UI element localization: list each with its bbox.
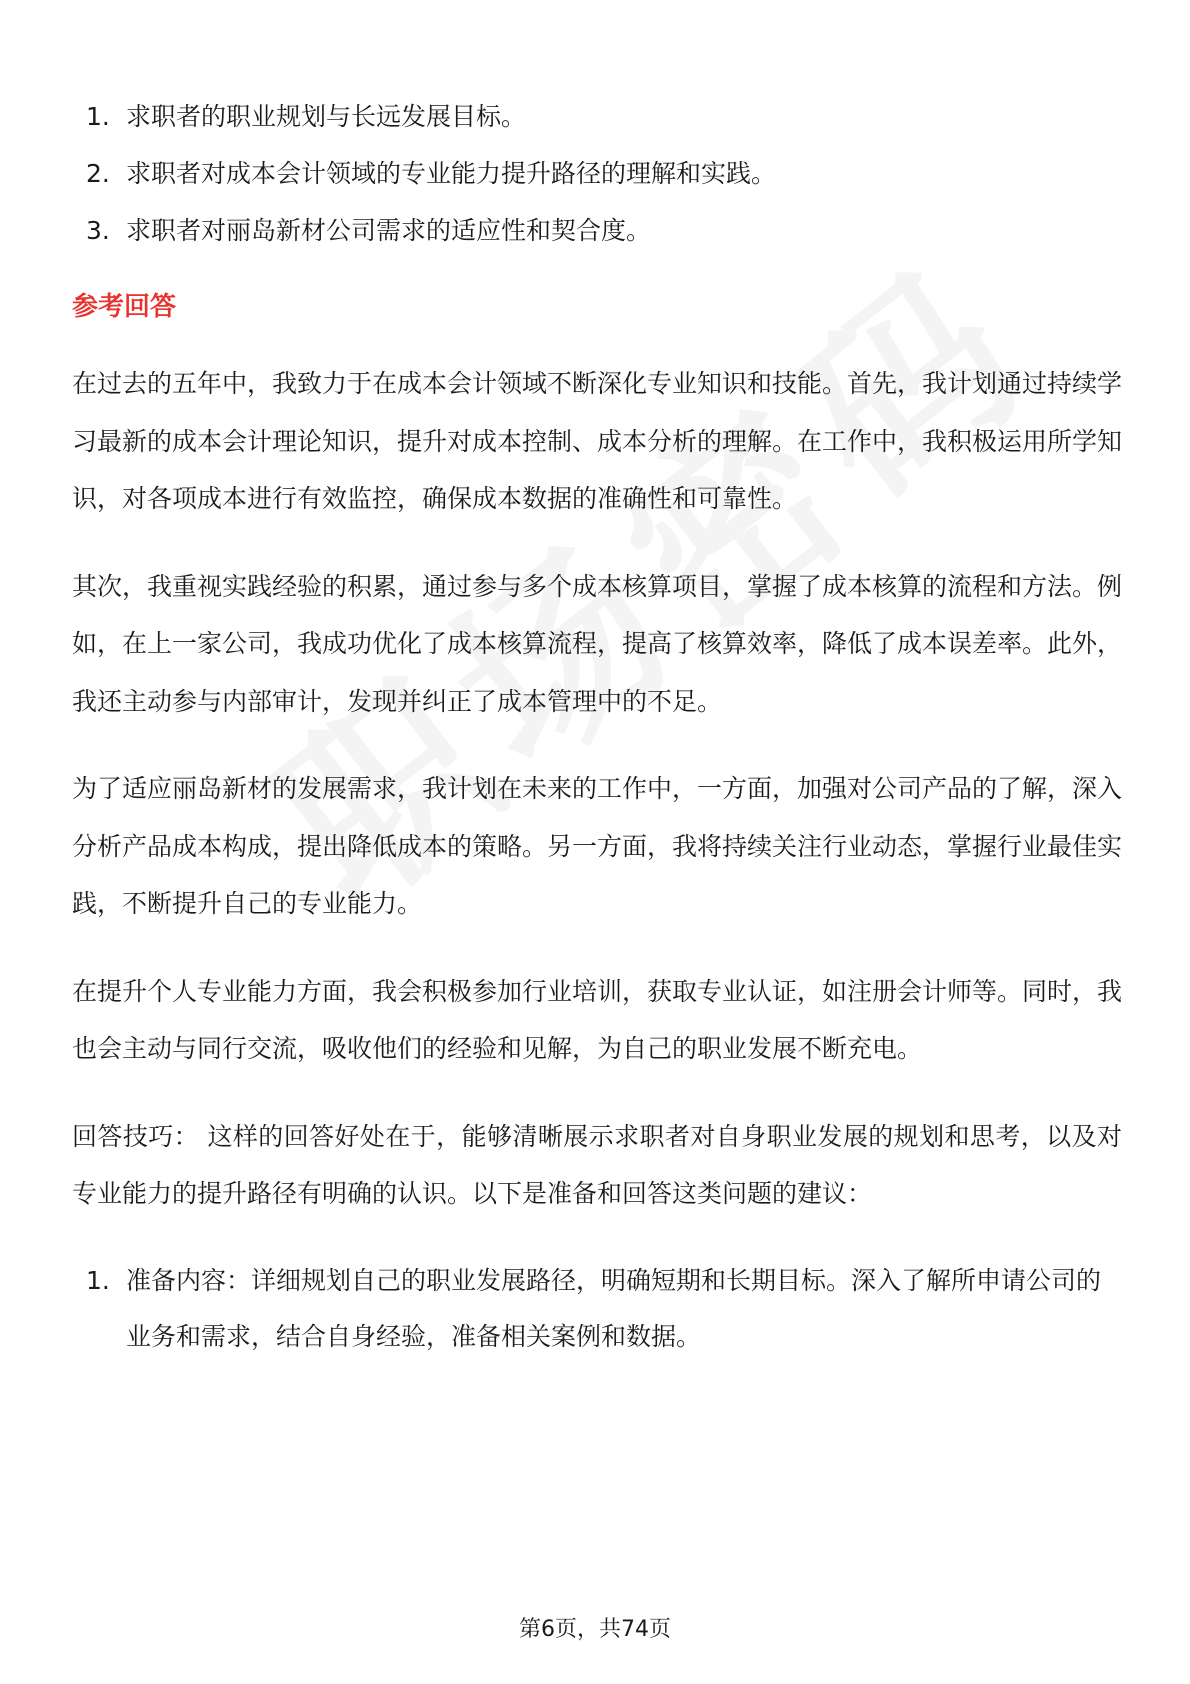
page-number-footer: 第6页，共74页 xyxy=(519,1617,671,1642)
list-number: 2. xyxy=(86,159,110,188)
list-item xyxy=(72,1253,1122,1365)
question-points-list xyxy=(72,88,1122,259)
paragraph: 在提升个人专业能力方面，我会积极参加行业培训，获取专业认证，如注册会计师等。同时，我也会主动与同行交流，吸收他们的经验和见解，为自己的职业发展不断充电。 xyxy=(72,976,1123,1063)
tips-list xyxy=(72,1253,1122,1365)
list-item-text: 求职者的职业规划与长远发展目标。 xyxy=(126,102,527,131)
list-item xyxy=(72,202,1122,259)
list-item-text: 准备内容：详细规划自己的职业发展路径，明确短期和长期目标。深入了解所申请公司的业务和需求，结合自身经验，准备相关案例和数据。 xyxy=(126,1265,1102,1351)
paragraph: 为了适应丽岛新材的发展需求，我计划在未来的工作中，一方面，加强对公司产品的了解，深入分析产品成本构成，提出降低成本的策略。另一方面，我将持续关注行业动态，掌握行业最佳实践，不断提升自己的专业能力。 xyxy=(72,774,1123,918)
page-content xyxy=(72,88,1122,1365)
section-heading: 参考回答 xyxy=(72,292,177,322)
paragraph: 其次，我重视实践经验的积累，通过参与多个成本核算项目，掌握了成本核算的流程和方法。例如，在上一家公司，我成功优化了成本核算流程，提高了核算效率，降低了成本误差率。此外，我还主动参与内部审计，发现并纠正了成本管理中的不足。 xyxy=(72,571,1123,716)
list-number: 1. xyxy=(86,102,110,131)
list-number: 3. xyxy=(86,216,110,245)
list-item xyxy=(72,145,1122,202)
list-item xyxy=(72,88,1122,145)
paragraph: 在过去的五年中，我致力于在成本会计领域不断深化专业知识和技能。首先，我计划通过持续学习最新的成本会计理论知识，提升对成本控制、成本分析的理解。在工作中，我积极运用所学知识，对各项成本进行有效监控，确保成本数据的准确性和可靠性。 xyxy=(72,369,1123,513)
list-item-text: 求职者对丽岛新材公司需求的适应性和契合度。 xyxy=(126,216,652,245)
list-number: 1. xyxy=(86,1265,110,1295)
paragraph: 回答技巧： 这样的回答好处在于，能够清晰展示求职者对自身职业发展的规划和思考，以及对专业能力的提升路径有明确的认识。以下是准备和回答这类问题的建议： xyxy=(72,1121,1122,1208)
list-item-text: 求职者对成本会计领域的专业能力提升路径的理解和实践。 xyxy=(126,159,777,188)
